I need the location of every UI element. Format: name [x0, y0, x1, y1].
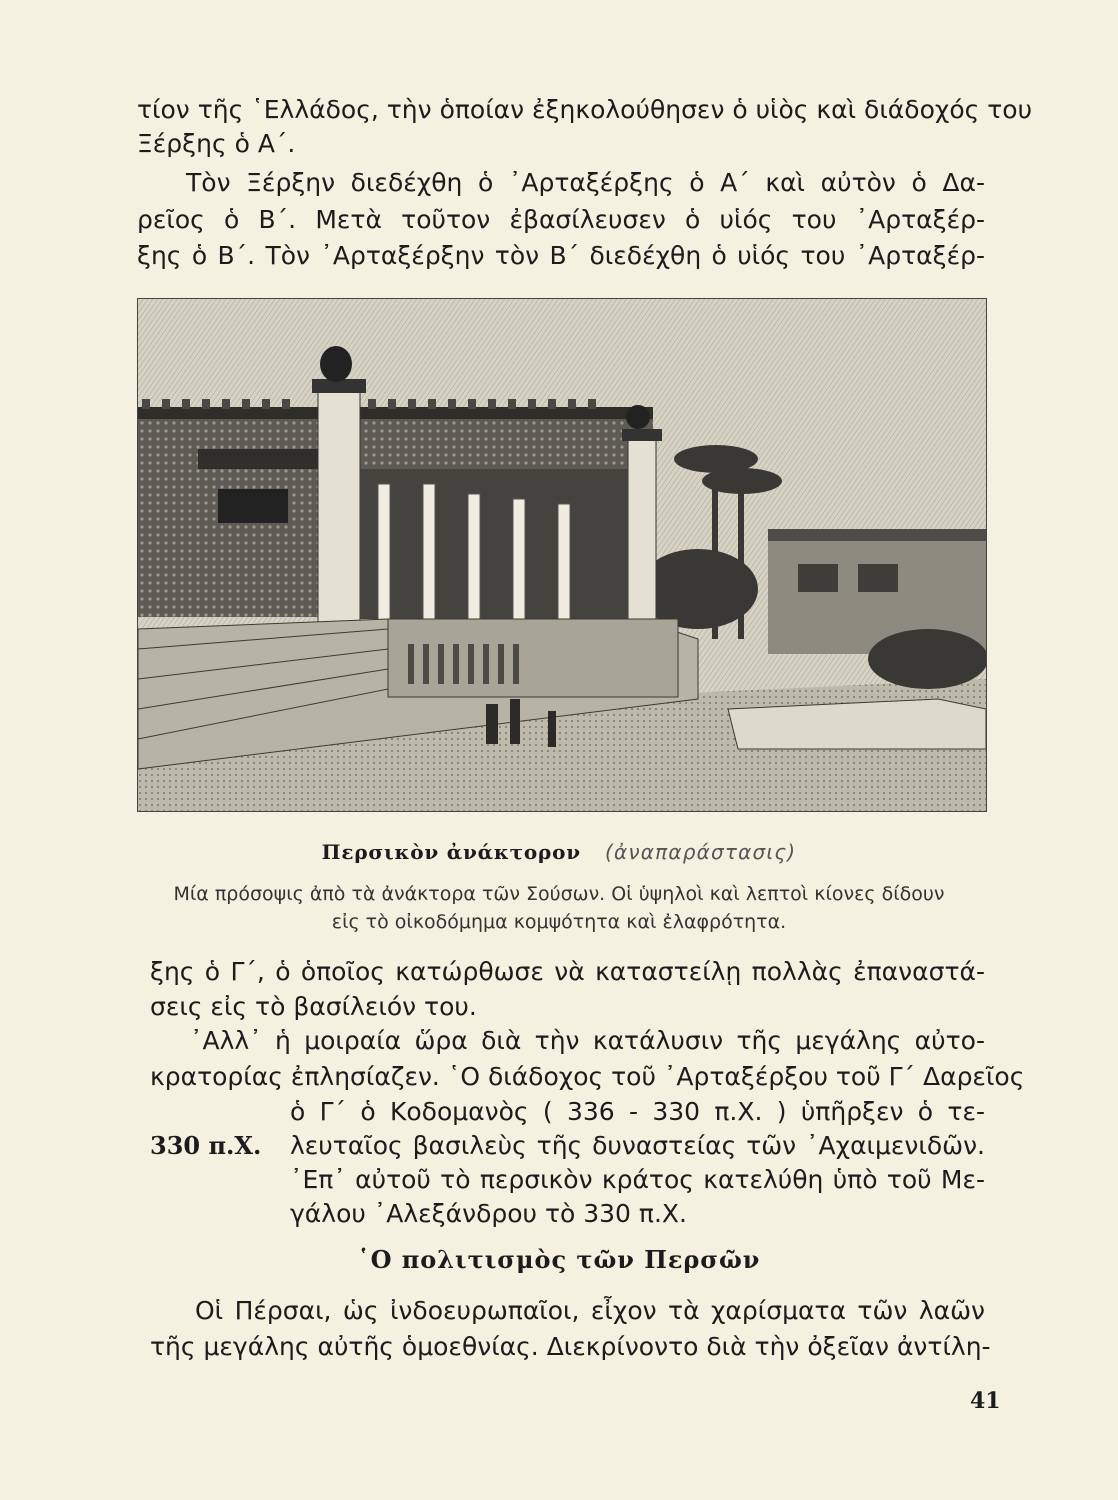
figure-subtitle: (ἀναπαράστασις): [604, 840, 797, 864]
margin-date-note: 330 π.Χ.: [150, 1131, 262, 1160]
text-line: λευταῖος βασιλεὺς τῆς δυναστείας τῶν ᾿Αχαιμενιδῶν.: [290, 1131, 985, 1160]
text-line: ᾿Επ᾿ αὐτοῦ τὸ περσικὸν κράτος κατελύθη ὑπὸ τοῦ Με-: [290, 1165, 985, 1194]
text-line: Οἱ Πέρσαι, ὡς ἰνδοευρωπαῖοι, εἶχον τὰ χαρίσματα τῶν λαῶν: [195, 1296, 985, 1325]
text-line: Τὸν Ξέρξην διεδέχθη ὁ ᾿Αρταξέρξης ὁ Α΄ καὶ αὐτὸν ὁ Δα-: [186, 168, 985, 197]
figure-caption-line: Μία πρόσοψις ἀπὸ τὰ ἀνάκτορα τῶν Σούσων. Οἱ ὑψηλοὶ καὶ λεπτοὶ κίονες δίδουν: [173, 883, 945, 905]
palace-illustration: [137, 298, 987, 812]
text-line: κρατορίας ἐπλησίαζεν. ῾Ο διάδοχος τοῦ ᾿Αρταξέρξου τοῦ Γ΄ Δαρεῖος: [150, 1062, 1025, 1091]
figure-caption-line: εἰς τὸ οἰκοδόμημα κομψότητα καὶ ἐλαφρότητα.: [331, 911, 787, 933]
page-number: 41: [970, 1388, 1001, 1414]
figure-title: Περσικὸν ἀνάκτορον: [321, 840, 581, 864]
text-line: ᾿Αλλ᾿ ἡ μοιραία ὥρα διὰ τὴν κατάλυσιν τῆς μεγάλης αὐτο-: [190, 1026, 985, 1055]
text-line: Ξέρξης ὁ Α΄.: [137, 129, 296, 158]
figure-caption-title: [0, 838, 1118, 866]
section-heading: ῾Ο πολιτισμὸς τῶν Περσῶν: [357, 1245, 761, 1274]
text-line: ξης ὁ Γ΄, ὁ ὁποῖος κατώρθωσε νὰ καταστείλῃ πολλὰς ἐπαναστά-: [150, 957, 985, 986]
text-line: σεις εἰς τὸ βασίλειόν του.: [150, 992, 477, 1021]
text-line: γάλου ᾿Αλεξάνδρου τὸ 330 π.Χ.: [290, 1199, 687, 1228]
text-line: ὁ Γ΄ ὁ Κοδομανὸς ( 336 - 330 π.Χ. ) ὑπῆρξεν ὁ τε-: [290, 1097, 985, 1126]
text-line: τίον τῆς ῾Ελλάδος, τὴν ὁποίαν ἐξηκολούθησεν ὁ υἱὸς καὶ διάδοχός του: [137, 95, 1033, 124]
text-line: ξης ὁ Β΄. Τὸν ᾿Αρταξέρξην τὸν Β΄ διεδέχθη ὁ υἱός του ᾿Αρταξέρ-: [137, 241, 985, 270]
text-line: ρεῖος ὁ Β΄. Μετὰ τοῦτον ἐβασίλευσεν ὁ υἱός του ᾿Αρταξέρ-: [137, 205, 985, 234]
text-line: τῆς μεγάλης αὐτῆς ὁμοεθνίας. Διεκρίνοντο διὰ τὴν ὀξεῖαν ἀντίλη-: [150, 1332, 991, 1361]
